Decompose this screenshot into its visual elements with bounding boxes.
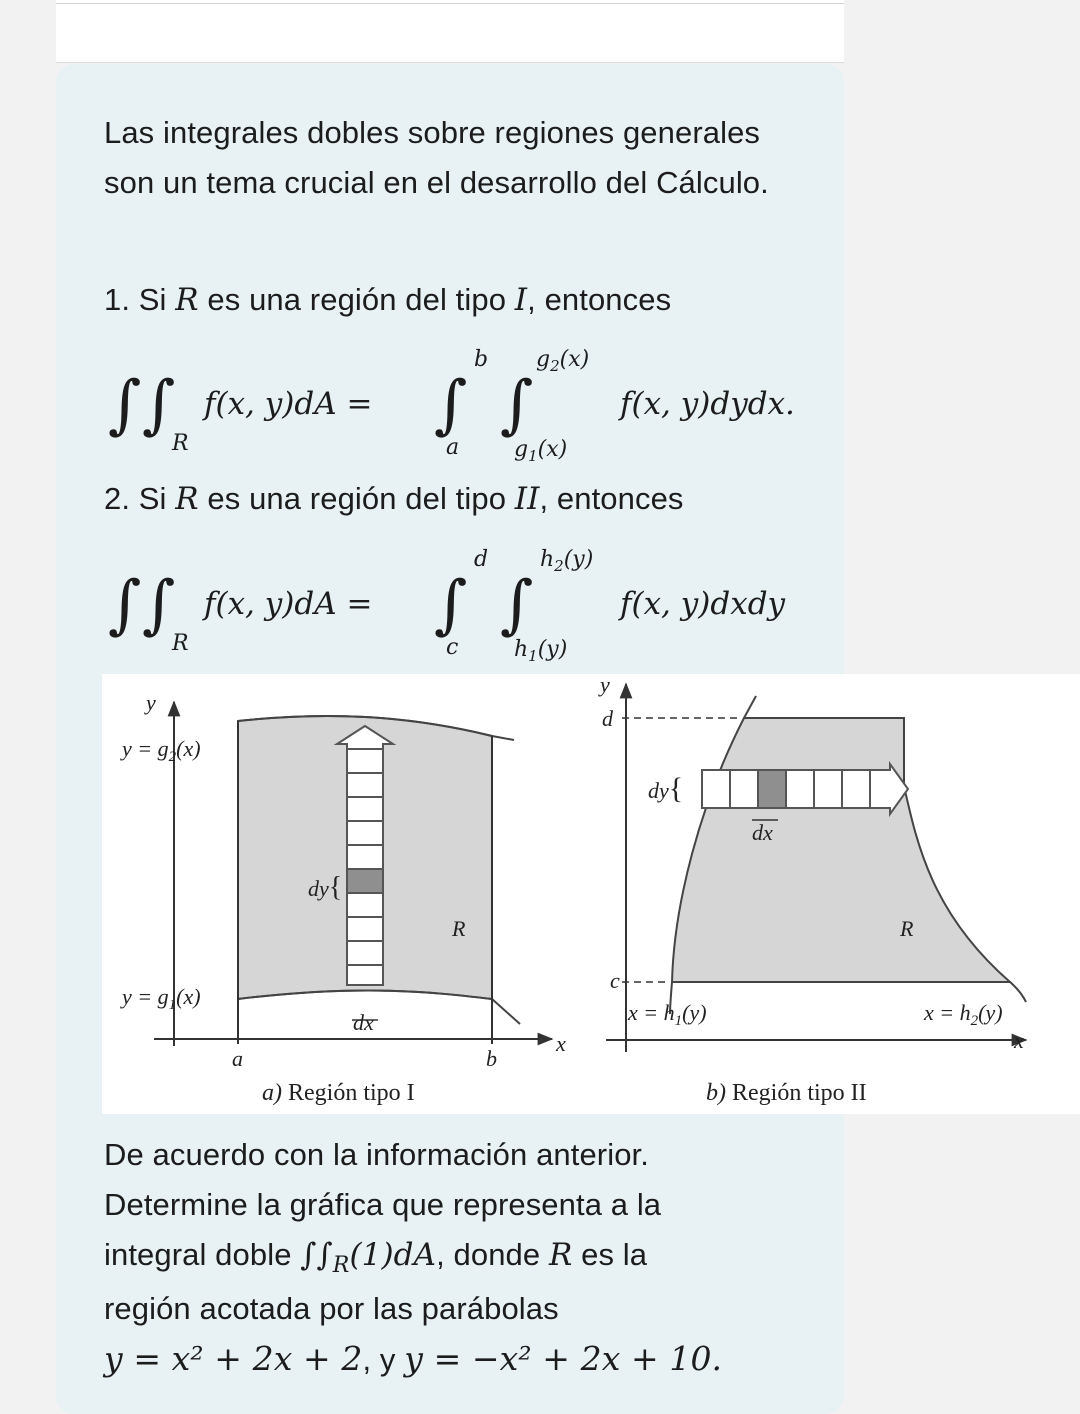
svg-text:d: d	[602, 706, 613, 731]
formula-lhs: f(x, y)dA =	[204, 386, 373, 422]
svg-text:∫: ∫	[434, 568, 468, 642]
svg-text:g1(x): $g_1(x)$	[514, 437, 568, 465]
svg-text:dx: dx	[353, 1010, 374, 1035]
item-2-text: 2. Si R es una región del tipo II, entonces	[104, 481, 684, 517]
svg-text:f(x, y)dxdy: f(x, y)dxdy	[620, 586, 786, 622]
svg-text:dy{: dy{	[648, 772, 684, 805]
svg-text:y: y	[146, 690, 156, 715]
regions-figure	[102, 674, 1080, 1114]
svg-text:R: R	[172, 631, 189, 656]
svg-text:c: c	[446, 635, 459, 660]
region-label: R	[172, 431, 189, 456]
svg-text:x: x	[556, 1031, 566, 1056]
svg-text:dy{: dy{	[308, 872, 343, 903]
intro-text: Las integrales dobles sobre regiones generales son un tema crucial en el desarrollo del Cálculo.	[104, 115, 769, 200]
question-line-4: región acotada por las parábolas	[104, 1291, 559, 1326]
svg-text:a: a	[232, 1046, 243, 1071]
integral-sign: ∫	[108, 368, 142, 442]
svg-text:x = h1(y): $x = h_1(y)$	[628, 1000, 707, 1029]
formula-type-2	[100, 538, 840, 666]
item-1-text: 1. Si R es una región del tipo I, entonces	[104, 282, 672, 318]
svg-text:x: x	[1014, 1028, 1024, 1053]
svg-text:dx: dx	[752, 820, 773, 845]
svg-text:h2(y): $h_2(y)$	[540, 547, 594, 575]
svg-text:R: R	[452, 916, 466, 941]
region-type-1-graph	[120, 690, 566, 1106]
question-line-2: Determine la gráfica que representa a la	[104, 1187, 662, 1222]
svg-text:a) Región tipo I: a) Región tipo I	[262, 1080, 415, 1106]
svg-text:y: y	[600, 674, 610, 697]
region-type-2-graph	[598, 674, 1026, 1106]
divider	[56, 3, 844, 4]
question-line-3: integral doble $\int\int_R(1)dA$, donde R es la	[104, 1237, 648, 1279]
region-2-fill	[672, 718, 1010, 982]
svg-text:y = g2(x): $y = g_2(x)$	[122, 736, 201, 765]
svg-text:c: c	[610, 968, 620, 993]
svg-text:∫: ∫	[142, 568, 176, 642]
svg-text:y = g1(x): $y = g_1(x)$	[122, 984, 201, 1013]
svg-text:R: R	[900, 916, 914, 941]
svg-text:x = h2(y): $x = h_2(y)$	[924, 1000, 1003, 1029]
svg-text:b: b	[486, 1046, 497, 1071]
formula-type-1	[100, 338, 840, 466]
svg-text:b) Región tipo II: b) Región tipo II	[706, 1080, 867, 1106]
svg-text:f(x, y)dA =: f(x, y)dA =	[204, 586, 373, 622]
integral-sign: ∫	[434, 368, 468, 442]
integral-sign: ∫	[500, 368, 534, 442]
lower-limit: a	[446, 435, 460, 460]
upper-limit: b	[474, 347, 489, 372]
question-line-1: De acuerdo con la información anterior.	[104, 1137, 649, 1172]
previous-card	[56, 0, 844, 63]
svg-text:h1(y): $h_1(y)$	[514, 637, 568, 665]
svg-text:∫: ∫	[108, 568, 142, 642]
horizontal-strip	[702, 764, 908, 814]
question-line-5: y = x² + 2x + 2, y y = −x² + 2x + 10.	[104, 1339, 723, 1378]
svg-text:d: d	[474, 547, 489, 572]
integral-sign: ∫	[142, 368, 176, 442]
svg-text:∫: ∫	[500, 568, 534, 642]
svg-text:g2(x): $g_2(x)$	[536, 347, 590, 375]
integrand: f(x, y)dydx.	[620, 386, 795, 422]
